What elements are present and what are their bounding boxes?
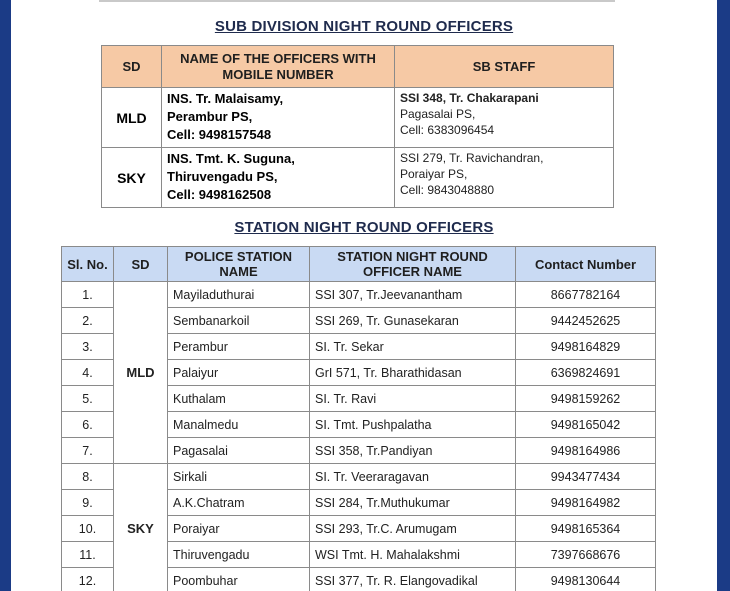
officer-line: INS. Tr. Malaisamy, — [167, 91, 284, 106]
contact-cell: 9498165042 — [516, 412, 656, 438]
contact-cell: 9498164982 — [516, 490, 656, 516]
subdivision-title: SUB DIVISION NIGHT ROUND OFFICERS — [214, 18, 514, 35]
sl-no-cell: 9. — [62, 490, 114, 516]
station-table — [61, 246, 656, 591]
sl-no-cell: 7. — [62, 438, 114, 464]
officer-line: Cell: 9498157548 — [167, 127, 272, 142]
station-title: STATION NIGHT ROUND OFFICERS — [234, 219, 494, 236]
contact-cell: 9498159262 — [516, 386, 656, 412]
sb-line: Cell: 6383096454 — [400, 123, 495, 137]
officer-line: Cell: 9498162508 — [167, 187, 272, 202]
contact-cell: 9498164829 — [516, 334, 656, 360]
police-station-cell: Manalmedu — [168, 412, 310, 438]
officer-line: Thiruvengadu PS, — [167, 169, 278, 184]
header-sl-no: Sl. No. — [62, 247, 114, 282]
table-row — [102, 88, 614, 148]
officer-cell: SSI 307, Tr.Jeevanantham — [310, 282, 516, 308]
officer-cell: SI. Tmt. Pushpalatha — [310, 412, 516, 438]
officer-line: Perambur PS, — [167, 109, 253, 124]
police-station-cell: Perambur — [168, 334, 310, 360]
sb-staff-cell — [395, 148, 614, 208]
officer-cell: SSI 269, Tr. Gunasekaran — [310, 308, 516, 334]
table-row — [62, 282, 656, 308]
officer-cell: SSI 377, Tr. R. Elangovadikal — [310, 568, 516, 591]
contact-cell: 9498165364 — [516, 516, 656, 542]
sl-no-cell: 6. — [62, 412, 114, 438]
sl-no-cell: 10. — [62, 516, 114, 542]
header-police-station: POLICE STATION NAME — [168, 247, 310, 282]
sl-no-cell: 3. — [62, 334, 114, 360]
table-header-row — [62, 247, 656, 282]
officer-cell: SI. Tr. Sekar — [310, 334, 516, 360]
document-page — [11, 0, 717, 591]
sd-cell: SKY — [102, 148, 162, 208]
sd-cell: SKY — [114, 464, 168, 591]
police-station-cell: Sirkali — [168, 464, 310, 490]
sl-no-cell: 11. — [62, 542, 114, 568]
police-station-cell: Pagasalai — [168, 438, 310, 464]
police-station-cell: Mayiladuthurai — [168, 282, 310, 308]
sb-line: Cell: 9843048880 — [400, 183, 495, 197]
officer-cell: SSI 284, Tr.Muthukumar — [310, 490, 516, 516]
officer-cell — [162, 148, 395, 208]
police-station-cell: Kuthalam — [168, 386, 310, 412]
table-row — [102, 148, 614, 208]
header-sd: SD — [102, 46, 162, 88]
sd-cell: MLD — [102, 88, 162, 148]
sl-no-cell: 2. — [62, 308, 114, 334]
officer-cell: WSI Tmt. H. Mahalakshmi — [310, 542, 516, 568]
subdivision-table — [101, 45, 614, 208]
sl-no-cell: 1. — [62, 282, 114, 308]
header-officer: STATION NIGHT ROUND OFFICER NAME — [310, 247, 516, 282]
sb-line: SSI 348, Tr. Chakarapani — [400, 91, 539, 105]
officer-cell: SI. Tr. Ravi — [310, 386, 516, 412]
officer-cell: SSI 358, Tr.Pandiyan — [310, 438, 516, 464]
station-table-body — [62, 282, 656, 591]
sb-line: Pagasalai PS, — [400, 107, 476, 121]
header-sb-staff: SB STAFF — [395, 46, 614, 88]
police-station-cell: Sembanarkoil — [168, 308, 310, 334]
officer-cell: SSI 293, Tr.C. Arumugam — [310, 516, 516, 542]
sd-cell: MLD — [114, 282, 168, 464]
sl-no-cell: 5. — [62, 386, 114, 412]
table-row — [62, 464, 656, 490]
sl-no-cell: 12. — [62, 568, 114, 591]
contact-cell: 9498164986 — [516, 438, 656, 464]
sb-line: SSI 279, Tr. Ravichandran, — [400, 151, 544, 165]
officer-cell: SI. Tr. Veeraragavan — [310, 464, 516, 490]
officer-line: INS. Tmt. K. Suguna, — [167, 151, 295, 166]
sl-no-cell: 4. — [62, 360, 114, 386]
sl-no-cell: 8. — [62, 464, 114, 490]
top-divider — [99, 0, 615, 2]
contact-cell: 9943477434 — [516, 464, 656, 490]
police-station-cell: A.K.Chatram — [168, 490, 310, 516]
header-contact: Contact Number — [516, 247, 656, 282]
contact-cell: 9442452625 — [516, 308, 656, 334]
header-officers: NAME OF THE OFFICERS WITH MOBILE NUMBER — [162, 46, 395, 88]
officer-cell — [162, 88, 395, 148]
contact-cell: 9498130644 — [516, 568, 656, 591]
header-sd: SD — [114, 247, 168, 282]
officer-cell: GrI 571, Tr. Bharathidasan — [310, 360, 516, 386]
police-station-cell: Poombuhar — [168, 568, 310, 591]
sb-line: Poraiyar PS, — [400, 167, 468, 181]
police-station-cell: Thiruvengadu — [168, 542, 310, 568]
contact-cell: 6369824691 — [516, 360, 656, 386]
sb-staff-cell — [395, 88, 614, 148]
police-station-cell: Palaiyur — [168, 360, 310, 386]
contact-cell: 7397668676 — [516, 542, 656, 568]
police-station-cell: Poraiyar — [168, 516, 310, 542]
contact-cell: 8667782164 — [516, 282, 656, 308]
table-header-row — [102, 46, 614, 88]
